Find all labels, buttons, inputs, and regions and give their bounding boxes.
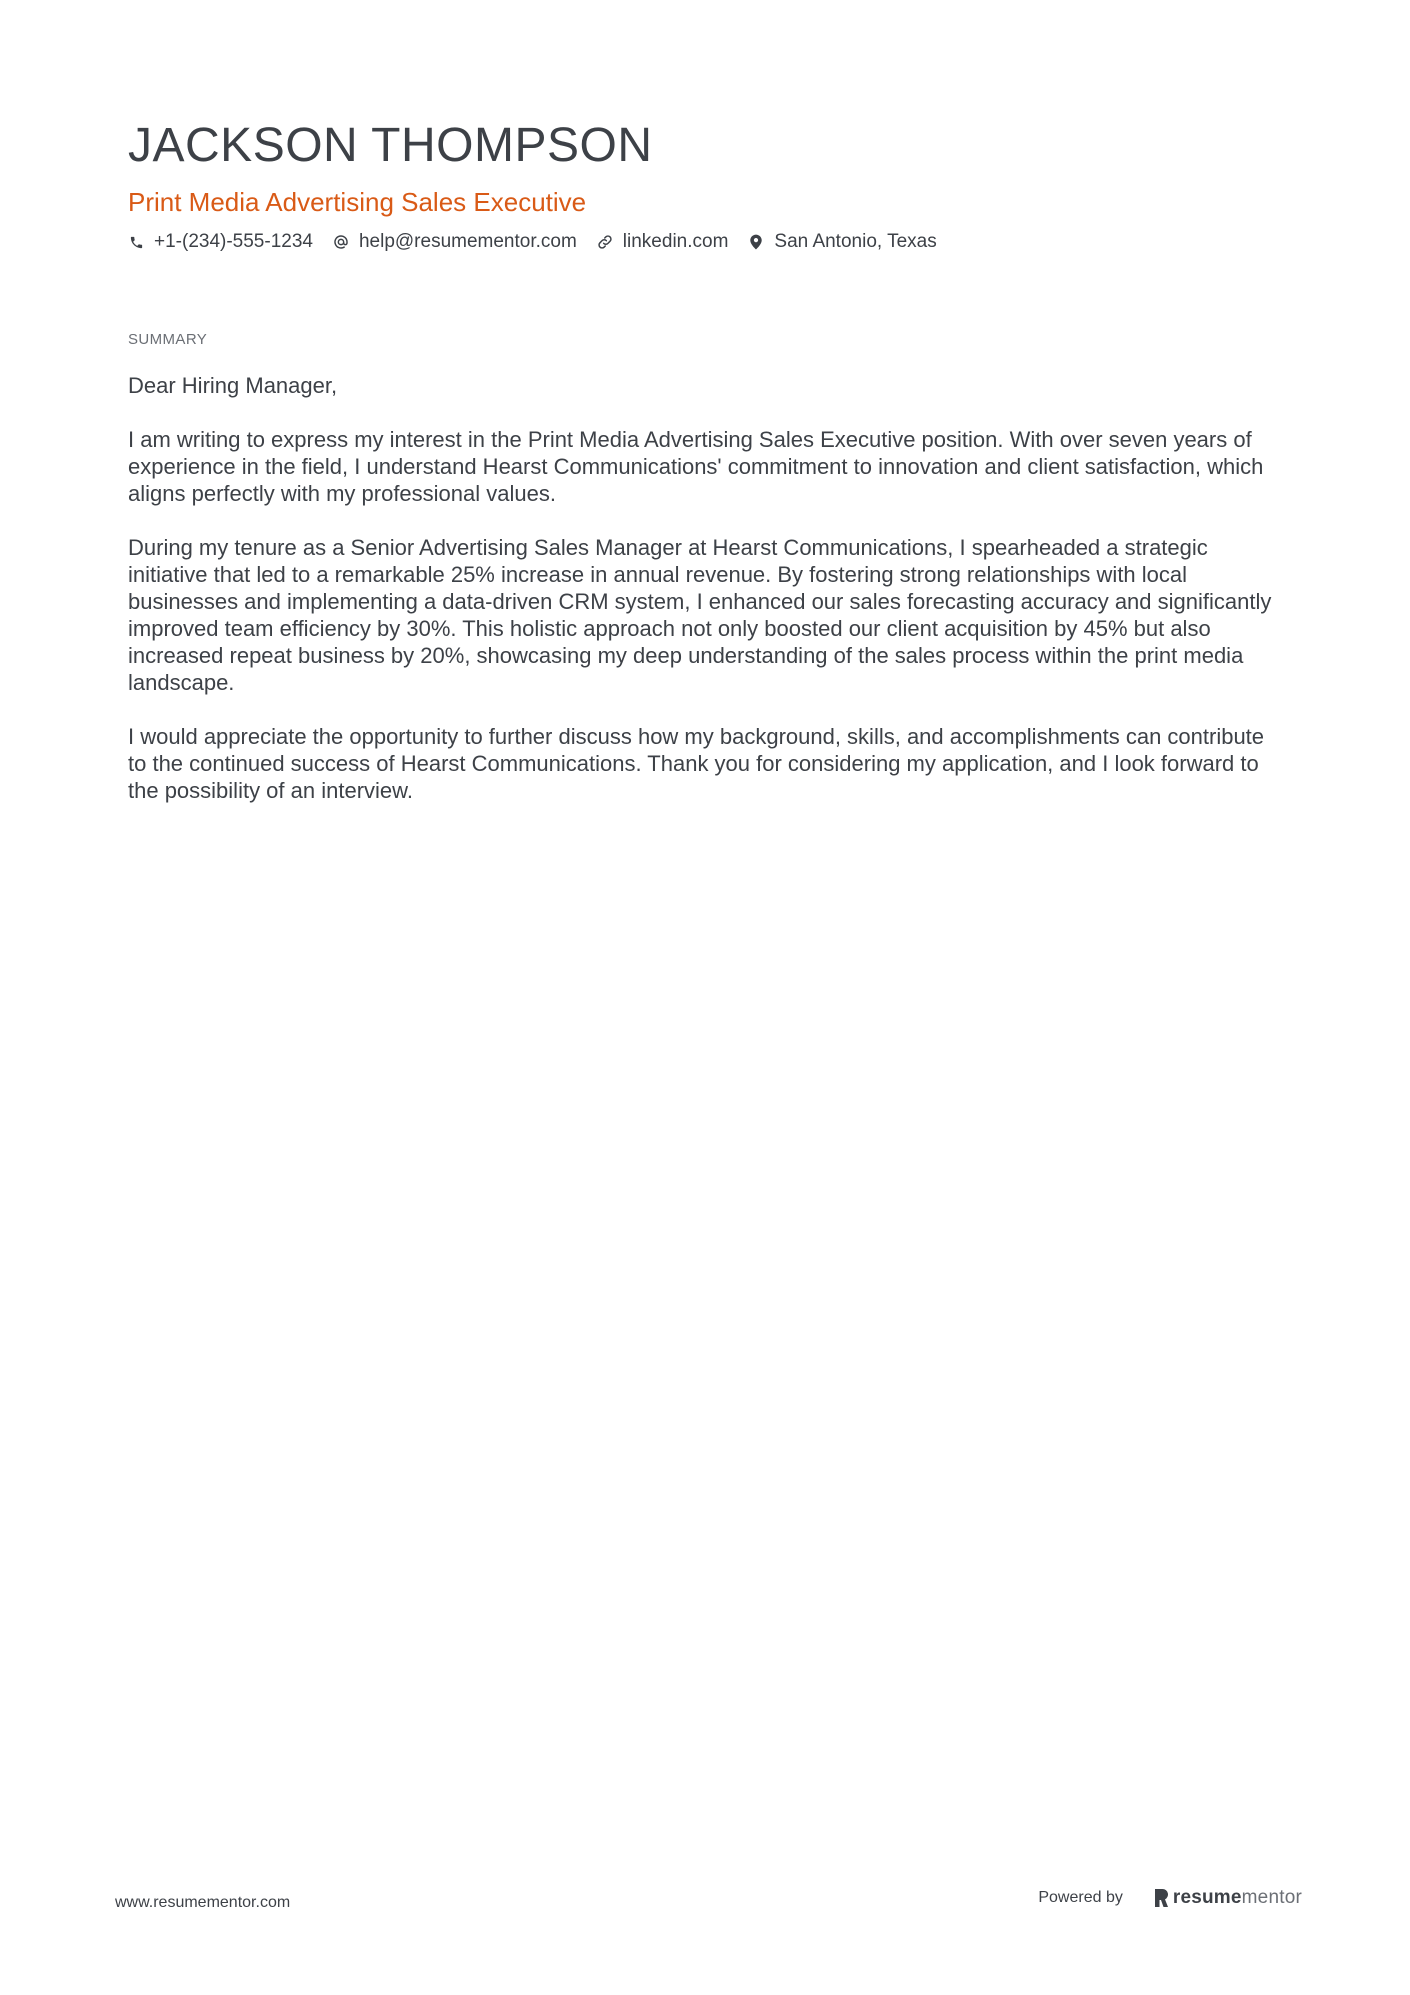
brand-light-text: mentor (1241, 1887, 1302, 1908)
contact-email[interactable] (333, 230, 577, 254)
letter-paragraph: During my tenure as a Senior Advertising Sales Manager at Hearst Communications, I spearheaded a strategic initiative that led to a remarkable 25% increase in annual revenue. By fostering strong relationships with local businesses and implementing a data-driven CRM system, I enhanced our sales forecasting accuracy and significantly improved team efficiency by 30%. This holistic approach not only boosted our client acquisition by 45% but also increased repeat business by 20%, showcasing my deep understanding of the sales process within the print media landscape. (128, 535, 1272, 695)
contact-phone (128, 230, 313, 254)
link-icon (597, 234, 613, 250)
resumementor-logo-icon (1153, 1888, 1169, 1908)
linkedin-text[interactable]: linkedin.com (622, 231, 729, 252)
footer-website[interactable]: www.resumementor.com (115, 1894, 291, 1911)
at-icon (333, 234, 349, 250)
location-pin-icon (748, 234, 764, 250)
contact-row (128, 230, 1288, 254)
phone-text: +1-(234)-555-1234 (154, 231, 313, 252)
job-title: Print Media Advertising Sales Executive (128, 187, 587, 217)
resumementor-logo[interactable] (1153, 1888, 1302, 1908)
letter-paragraph: I would appreciate the opportunity to further discuss how my background, skills, and accomplishments can contribute to the continued success of Hearst Communications. Thank you for considering my application, and I look forward to the possibility of an interview. (128, 724, 1265, 803)
candidate-name: JACKSON THOMPSON (128, 119, 653, 172)
letter-greeting: Dear Hiring Manager, (128, 373, 338, 398)
letter-paragraph: I am writing to express my interest in the Print Media Advertising Sales Executive position. With over seven years of experience in the field, I understand Hearst Communications' commitment to innovation and client satisfaction, which aligns perfectly with my professional values. (128, 427, 1264, 506)
footer-branding (1038, 1888, 1302, 1908)
letter-body (128, 372, 1288, 804)
powered-by-text: Powered by (1038, 1889, 1123, 1906)
email-text[interactable]: help@resumementor.com (358, 231, 577, 252)
contact-location (748, 230, 936, 254)
cover-letter-page (128, 118, 1288, 831)
brand-bold-text: resume (1172, 1887, 1242, 1908)
contact-linkedin[interactable] (597, 230, 729, 254)
phone-icon (128, 234, 144, 250)
summary-label: SUMMARY (128, 331, 208, 348)
location-text: San Antonio, Texas (774, 231, 937, 252)
